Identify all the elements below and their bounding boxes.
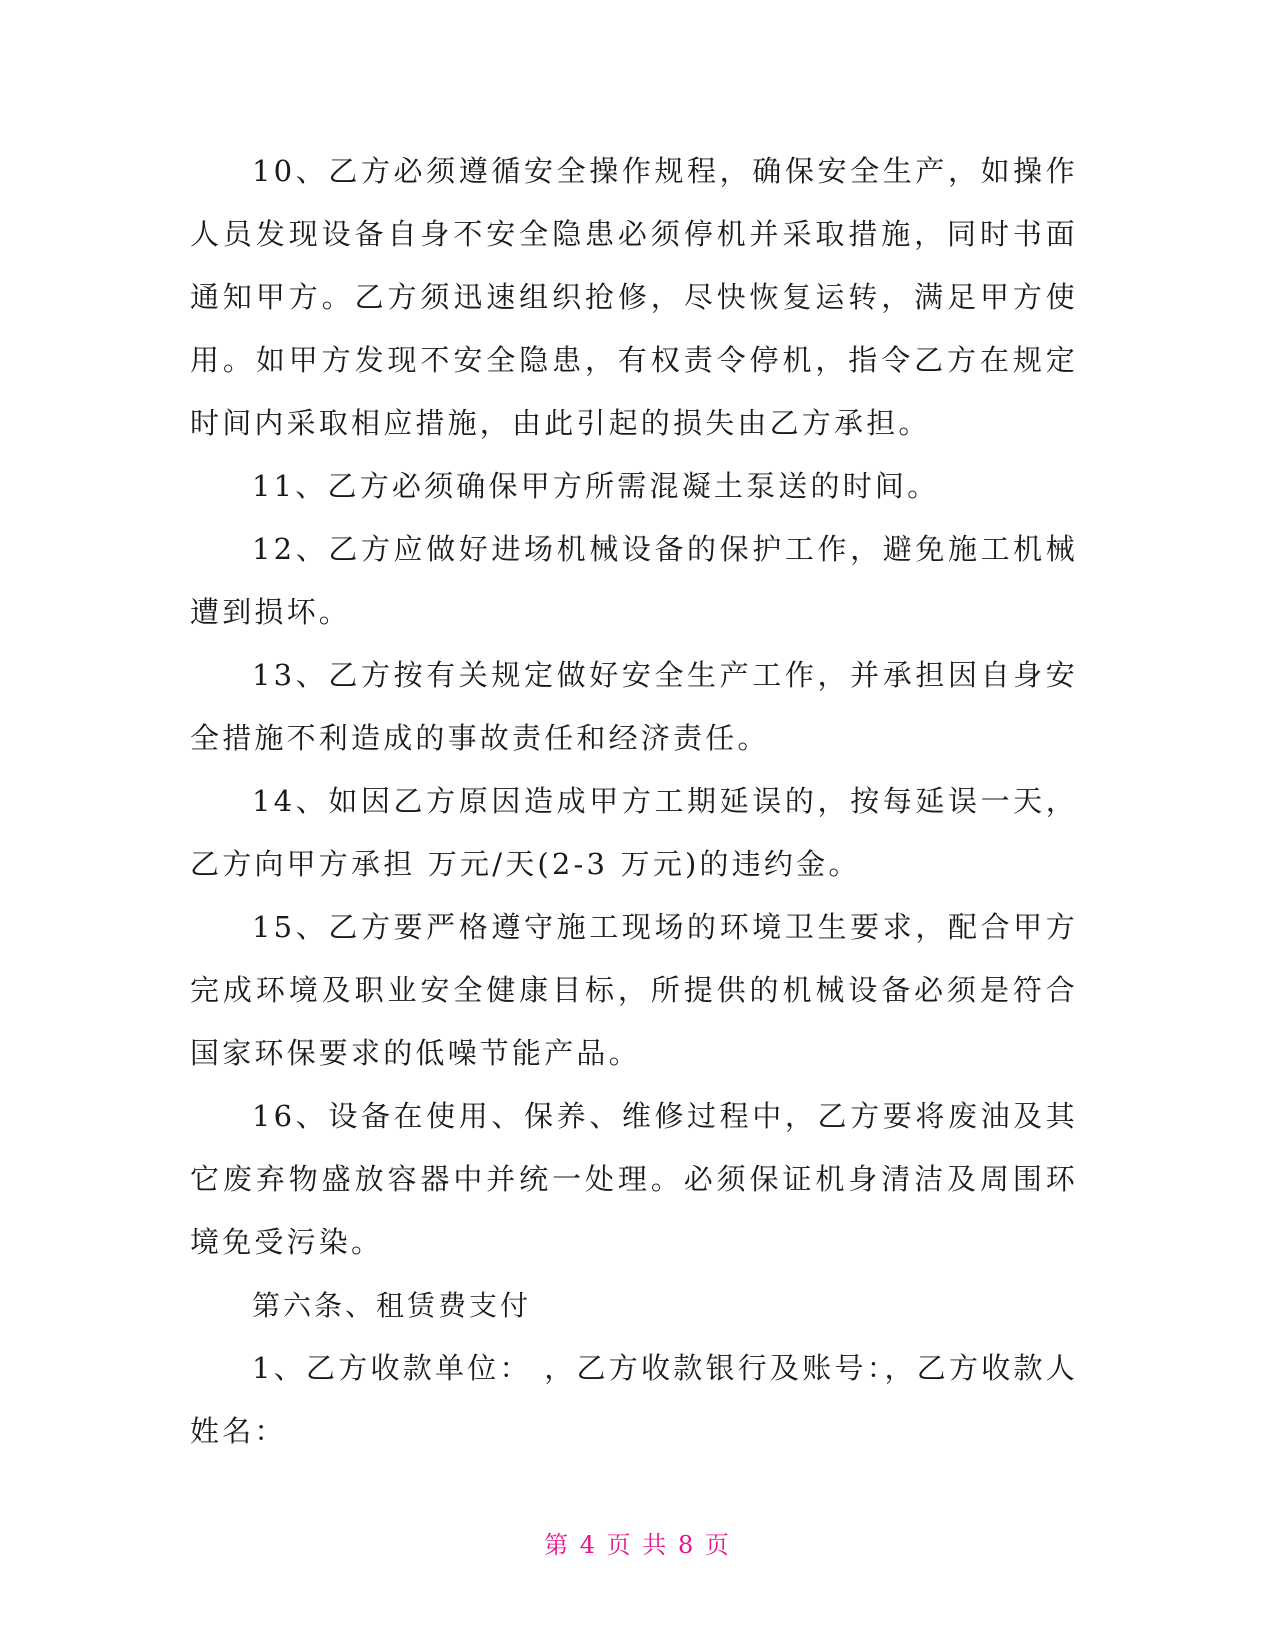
payment-clause-1: 1、乙方收款单位： ，乙方收款银行及账号：，乙方收款人姓名：: [190, 1351, 1078, 1448]
clause-14: 14、如因乙方原因造成甲方工期延误的，按每延误一天，乙方向甲方承担 万元/天(2-3 万元)的违约金。: [190, 784, 1078, 881]
footer-total-pages: 8: [677, 1531, 696, 1559]
clause-16: 16、设备在使用、保养、维修过程中，乙方要将废油及其它废弃物盛放容器中并统一处理。必须保证机身清洁及周围环境免受污染。: [190, 1099, 1078, 1259]
footer-prefix: 第: [544, 1531, 571, 1559]
clause-15: 15、乙方要严格遵守施工现场的环境卫生要求，配合甲方完成环境及职业安全健康目标，所提供的机械设备必须是符合国家环保要求的低噪节能产品。: [190, 910, 1078, 1070]
footer-suffix: 页: [704, 1531, 731, 1559]
clause-13: 13、乙方按有关规定做好安全生产工作，并承担因自身安全措施不利造成的事故责任和经济责任。: [190, 658, 1078, 755]
footer-middle: 页 共: [606, 1531, 669, 1559]
footer-current-page: 4: [579, 1531, 598, 1559]
page-number-footer: [0, 1525, 1275, 1560]
clause-10: 10、乙方必须遵循安全操作规程，确保安全生产，如操作人员发现设备自身不安全隐患必须停机并采取措施，同时书面通知甲方。乙方须迅速组织抢修，尽快恢复运转，满足甲方使用。如甲方发现不安全隐患，有权责令停机，指令乙方在规定时间内采取相应措施，由此引起的损失由乙方承担。: [190, 154, 1078, 440]
clause-11: 11、乙方必须确保甲方所需混凝土泵送的时间。: [252, 469, 940, 503]
section-heading: 第六条、租赁费支付: [252, 1289, 532, 1322]
clause-12: 12、乙方应做好进场机械设备的保护工作，避免施工机械遭到损坏。: [190, 532, 1078, 629]
document-body: [190, 140, 1078, 1463]
